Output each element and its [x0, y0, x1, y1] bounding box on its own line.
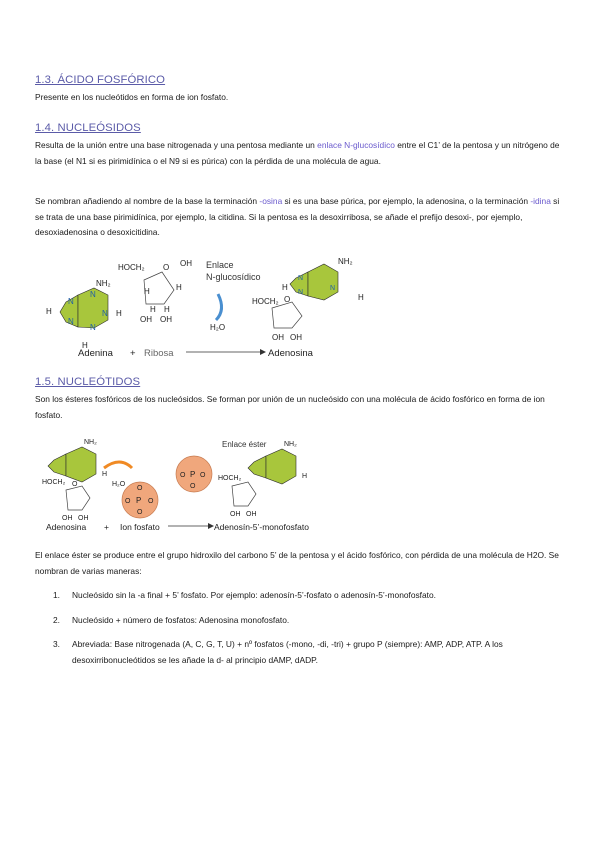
text-run: Se nombran añadiendo al nombre de la base la terminación [35, 196, 260, 206]
paragraph-nucleotidos-1: Son los ésteres fosfóricos de los nucleósidos. Se forman por unión de un nucleósido con una molécula de ácido fosfórico en forma de ion fosfato. [35, 394, 545, 420]
atom-h: H [282, 283, 288, 292]
orange-arrow [104, 462, 132, 468]
atom-o: O [284, 295, 291, 304]
atom-h: H [176, 283, 182, 292]
atom-o: O [163, 263, 170, 272]
text-run: Resulta de la unión entre una base nitrogenada y una pentosa mediante un [35, 140, 318, 150]
atom-n: N [102, 309, 108, 318]
atom-n: N [90, 323, 96, 332]
water-arrow [216, 294, 222, 320]
label-adenosina: Adenosina [268, 348, 313, 359]
reaction-arrow-head [260, 349, 266, 355]
adenine-molecule [46, 279, 122, 350]
highlight-idina: -idina [530, 196, 551, 206]
atom-o: O [148, 498, 154, 505]
label-n-glucosidico: N-glucosídico [206, 272, 261, 282]
list-number: 1. [53, 590, 60, 600]
atom-o: O [72, 481, 78, 488]
atom-n: N [298, 275, 304, 282]
label-adenosina: Adenosina [46, 522, 87, 532]
section-title-nucleosidos: 1.4. NUCLEÓSIDOS [35, 122, 141, 134]
list-text: Nucleósido sin la -a final + 5’ fosfato. Por ejemplo: adenosín-5’-fosfato o adenosín-5’-monofosfato. [72, 590, 436, 600]
atom-o: O [180, 472, 186, 479]
atom-o: O [200, 472, 206, 479]
adenosine-molecule [42, 439, 107, 522]
atom-p: P [190, 470, 196, 479]
label-plus: + [104, 522, 109, 532]
atom-nh2: NH₂ [284, 441, 297, 448]
list-text: Nucleósido + número de fosfatos: Adenosina monofosfato. [72, 614, 290, 625]
naming-list [35, 588, 565, 677]
text-run: si es una base púrica, por ejemplo, la adenosina, o la terminación [282, 196, 531, 206]
text-run: entre el C1’ de la pentosa y un nitrógeno de la base (el N1 si es pirimidínica o el N9 si es púrica) con la pérdida de una molécula de agua. [35, 140, 560, 166]
atom-oh: OH [180, 259, 192, 268]
atom-n: N [298, 289, 304, 296]
atom-h: H [144, 287, 150, 296]
atom-oh: OH [62, 515, 73, 522]
atom-h: H [150, 305, 156, 314]
atom-n: N [330, 285, 336, 292]
label-enlace: Enlace [206, 260, 234, 270]
atom-oh: OH [246, 511, 257, 518]
list-item [35, 588, 565, 604]
atom-h: H [102, 471, 108, 478]
label-enlace-ester: Enlace éster [222, 440, 267, 449]
figure-adenosine-formation [40, 250, 380, 362]
text-run: si se trata de una base pirimidínica, por ejemplo, la citidina. Si la pentosa es la desoxirribosa, se añade el prefijo desoxi-, por ejemplo, desoxiadenosina o desoxicitidina. [35, 196, 560, 237]
adenosine-molecule [252, 257, 364, 342]
section-title-nucleotidos: 1.5. NUCLEÓTIDOS [35, 376, 141, 388]
atom-o: O [137, 485, 143, 492]
atom-hoch2: HOCH₂ [118, 263, 145, 272]
atom-nh2: NH₂ [84, 439, 97, 446]
atom-oh: OH [290, 333, 302, 342]
paragraph-acido-fosforico: Presente en los nucleótidos en forma de ion fosfato. [35, 92, 229, 102]
atom-oh: OH [160, 315, 172, 324]
section-title-acido-fosforico: 1.3. ÁCIDO FOSFÓRICO [35, 74, 166, 86]
atom-h: H [358, 293, 364, 302]
atom-o: O [125, 498, 131, 505]
phosphate-ion [122, 482, 158, 518]
list-text: Abreviada: Base nitrogenada (A, C, G, T, U) + nº fosfatos (-mono, -di, -tri) + grupo P (siempre): AMP, ADP, ATP. A los desoxirribonucleótidos se les añade la d- al principio dAMP, dADP. [72, 639, 503, 665]
atom-oh: OH [78, 515, 89, 522]
atom-nh2: NH₂ [96, 279, 111, 288]
atom-n: N [68, 317, 74, 326]
highlight-osina: -osina [259, 196, 283, 206]
atom-oh: OH [272, 333, 284, 342]
label-plus: + [130, 348, 136, 359]
atom-n: N [90, 290, 96, 299]
atom-n: N [68, 297, 74, 306]
atom-h: H [302, 473, 308, 480]
paragraph-nucleosidos-1 [35, 138, 565, 169]
label-adenina: Adenina [78, 348, 113, 359]
paragraph-nucleosidos-2 [35, 194, 565, 241]
atom-h: H [164, 305, 170, 314]
highlight-enlace-n-glucosidico: enlace N-glucosídico [317, 140, 395, 150]
atom-h: H [46, 307, 52, 316]
atom-o: O [137, 509, 143, 516]
label-ion-fosfato: Ion fosfato [120, 522, 160, 532]
atom-oh: OH [140, 315, 152, 324]
paragraph-nucleotidos-2: El enlace éster se produce entre el grupo hidroxilo del carbono 5’ de la pentosa y el ácido fosfórico, con pérdida de una molécula de H2O. Se nombran de varias maneras: [35, 550, 559, 576]
atom-p: P [136, 496, 142, 505]
list-number: 3. [53, 639, 60, 649]
label-h2o: H₂O [112, 481, 126, 488]
atom-h: H [116, 309, 122, 318]
list-number: 2. [53, 614, 60, 625]
label-ribosa: Ribosa [144, 348, 174, 359]
ribose-molecule [118, 259, 192, 324]
atom-hoch2: HOCH₂ [252, 297, 279, 306]
figure-amp-formation [40, 434, 370, 534]
atom-nh2: NH₂ [338, 257, 353, 266]
list-item [35, 613, 565, 629]
label-h2o: H₂O [210, 323, 226, 332]
label-amp: Adenosín-5’-monofosfato [214, 522, 309, 532]
atom-ch2: HOCH₂ [218, 475, 242, 482]
atom-hoch2: HOCH₂ [42, 479, 66, 486]
atom-h: H [82, 341, 88, 350]
list-item [35, 637, 565, 668]
amp-molecule [176, 440, 307, 518]
atom-oh: OH [230, 511, 241, 518]
atom-o: O [190, 483, 196, 490]
